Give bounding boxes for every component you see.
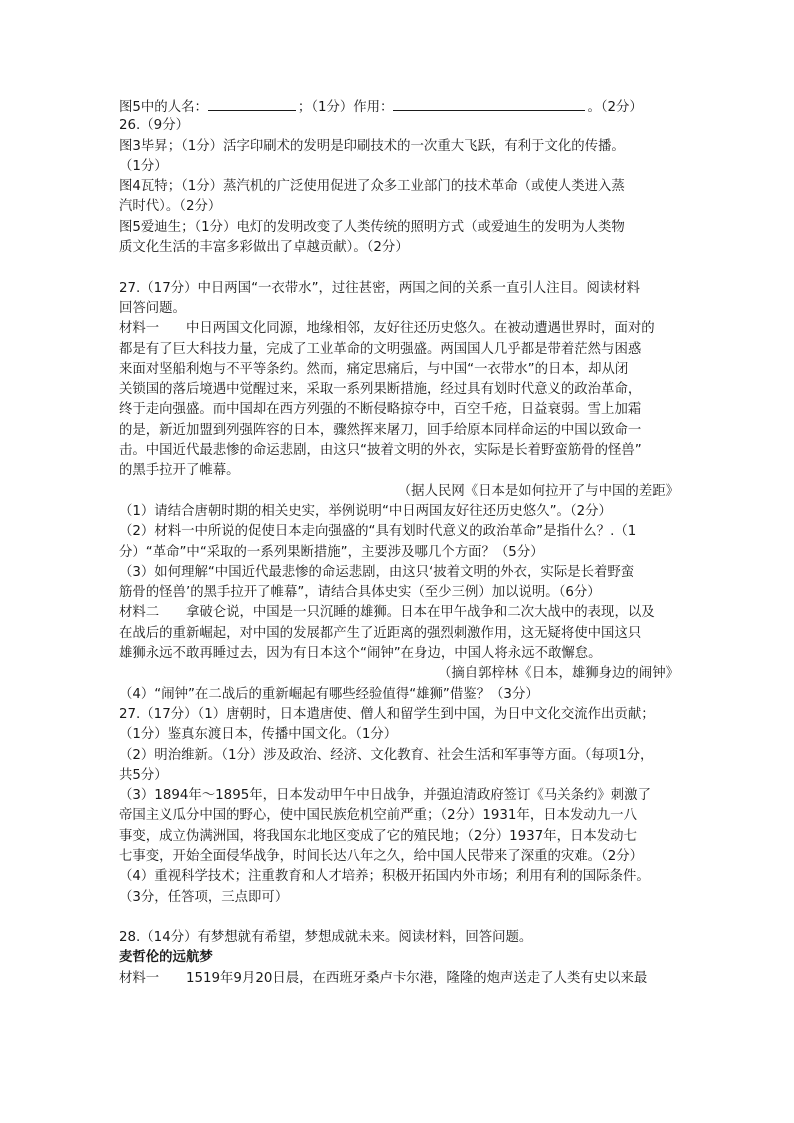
material-one-line: 材料一 中日两国文化同源，地缘相邻，友好往还历史悠久。在被动遭遇世界时，面对的 — [119, 321, 655, 337]
spacer — [119, 908, 679, 928]
a27-answer-line: （1分）鉴真东渡日本，传播中国文化。（1分） — [119, 727, 398, 743]
q26-heading: 26.（9分） — [119, 118, 189, 134]
q26-answer-line: 图3毕昇；（1分）活字印刷术的发明是印刷技术的一次重大飞跃，有利于文化的传播。 — [119, 138, 625, 154]
a27-answer-line: （3分，任答项，三点即可） — [119, 889, 289, 905]
q27-subquestion-3: 筋骨的怪兽’的黑手拉开了帷幕”，请结合具体史实（至少三例）加以说明。（6分） — [119, 585, 601, 601]
q27-subquestion-2: （2）材料一中所说的促使日本走向强盛的“具有划时代意义的政治革命”是指什么？.（1 — [119, 524, 637, 540]
q27-subquestion-2: 分）“革命”中“采取的一系列果断措施”，主要涉及哪几个方面？（5分） — [119, 544, 544, 560]
material-two-line: 在战后的重新崛起，对中国的发展都产生了近距离的强烈刺激作用，这无疑将使中国这只 — [119, 625, 642, 641]
material-two-line: 雄狮永远不敢再睡过去，因为有日本这个“闹钟”在身边，中国人将永远不敢懈怠。 — [119, 646, 602, 662]
q27-subquestion-1: （1）请结合唐朝时期的相关史实，举例说明“中日两国友好往还历史悠久”。（2分） — [119, 503, 612, 519]
a27-answer-line: （4）重视科学技术；注重教育和人才培养；积极开拓国内外市场；利用有利的国际条件。 — [119, 869, 650, 885]
material-one-line: 的黑手拉开了帷幕。 — [119, 463, 240, 479]
name-score: ；（1分）作用： — [297, 100, 394, 115]
q27-stem: 回答问题。 — [119, 300, 186, 316]
q28-stem: 28.（14分）有梦想就有希望，梦想成就未来。阅读材料，回答问题。 — [119, 930, 533, 946]
name-label: 图5中的人名： — [119, 100, 208, 115]
material-one-line: 关锁国的落后境遇中觉醒过来，采取一系列果断措施，经过具有划时代意义的政治革命， — [119, 382, 642, 398]
a27-answer-line: 帝国主义瓜分中国的野心，使中国民族危机空前严重；（2分）1931年，日本发动九一八 — [119, 808, 637, 824]
q28-section-title: 麦哲伦的远航梦 — [119, 950, 213, 966]
q25-tail-line — [119, 96, 679, 116]
q27-subquestion-3: （3）如何理解“中国近代最悲惨的命运悲剧，由这只‘披着文明的外衣，实际是长着野蛮 — [119, 564, 635, 580]
spacer — [119, 258, 679, 278]
effect-answer-blank[interactable] — [393, 96, 585, 111]
a27-answer-line: 七事变，开始全面侵华战争，时间长达八年之久，给中国人民带来了深重的灾难。（2分） — [119, 848, 644, 864]
a27-answer-line: 共5分） — [119, 767, 168, 783]
q26-answer-line: 图4瓦特；（1分）蒸汽机的广泛使用促进了众多工业部门的技术革命（或使人类进入蒸 — [119, 179, 625, 195]
a27-answer-line: 事变，成立伪满洲国，将我国东北地区变成了它的殖民地；（2分）1937年，日本发动七 — [119, 828, 637, 844]
material-one-line: 的是，新近加盟到列强阵容的日本，骤然挥来屠刀，回手给原本同样命运的中国以致命一 — [119, 422, 642, 438]
material-one-source: （据人民网《日本是如何拉开了与中国的差距》 — [397, 483, 679, 499]
q26-answer-line: 质文化生活的丰富多彩做出了卓越贡献）。（2分） — [119, 240, 409, 256]
material-two-line: 材料二 拿破仑说，中国是一只沉睡的雄狮。日本在甲午战争和二次大战中的表现，以及 — [119, 605, 655, 621]
name-answer-blank[interactable] — [208, 96, 296, 111]
a27-answer-line: （3）1894年～1895年，日本发动甲午中日战争，并强迫清政府签订《马关条约》刺激了 — [119, 788, 651, 804]
q27-subquestion-4: （4）“闹钟”在二战后的重新崛起有哪些经验值得“雄狮”借鉴？（3分） — [119, 686, 539, 702]
q28-material-one-line: 材料一 1519年9月20日晨，在西班牙桑卢卡尔港，隆隆的炮声送走了人类有史以来最 — [119, 970, 648, 986]
effect-score: 。（2分） — [587, 100, 643, 115]
document-page — [119, 96, 679, 989]
q26-answer-line: 图5爱迪生；（1分）电灯的发明改变了人类传统的照明方式（或爱迪生的发明为人类物 — [119, 219, 625, 235]
material-one-line: 击。中国近代最悲惨的命运悲剧，由这只“披着文明的外衣，实际是长着野蛮筋骨的怪兽” — [119, 443, 642, 459]
q26-answer-line: 汽时代）。（2分） — [119, 199, 222, 215]
q26-answer-line: （1分） — [119, 158, 168, 174]
material-one-line: 来面对坚船利炮与不平等条约。然而，痛定思痛后，与中国“一衣带水”的日本，却从闭 — [119, 361, 629, 377]
a27-answer-line: 27.（17分）（1）唐朝时，日本遣唐使、僧人和留学生到中国，为日中文化交流作出贡献； — [119, 706, 655, 722]
q27-stem: 27.（17分）中日两国“一衣带水”，过往甚密，两国之间的关系一直引人注目。阅读材料 — [119, 280, 640, 296]
material-one-line: 都是有了巨大科技力量，完成了工业革命的文明强盛。两国国人几乎都是带着茫然与困惑 — [119, 341, 642, 357]
material-one-line: 终于走向强盛。而中国却在西方列强的不断侵略掠夺中，百空千疮，日益衰弱。雪上加霜 — [119, 402, 642, 418]
material-two-source: （摘自郭梓林《日本，雄狮身边的闹钟》 — [437, 666, 679, 682]
a27-answer-line: （2）明治维新。（1分）涉及政治、经济、文化教育、社会生活和军事等方面。（每项1分， — [119, 747, 654, 763]
